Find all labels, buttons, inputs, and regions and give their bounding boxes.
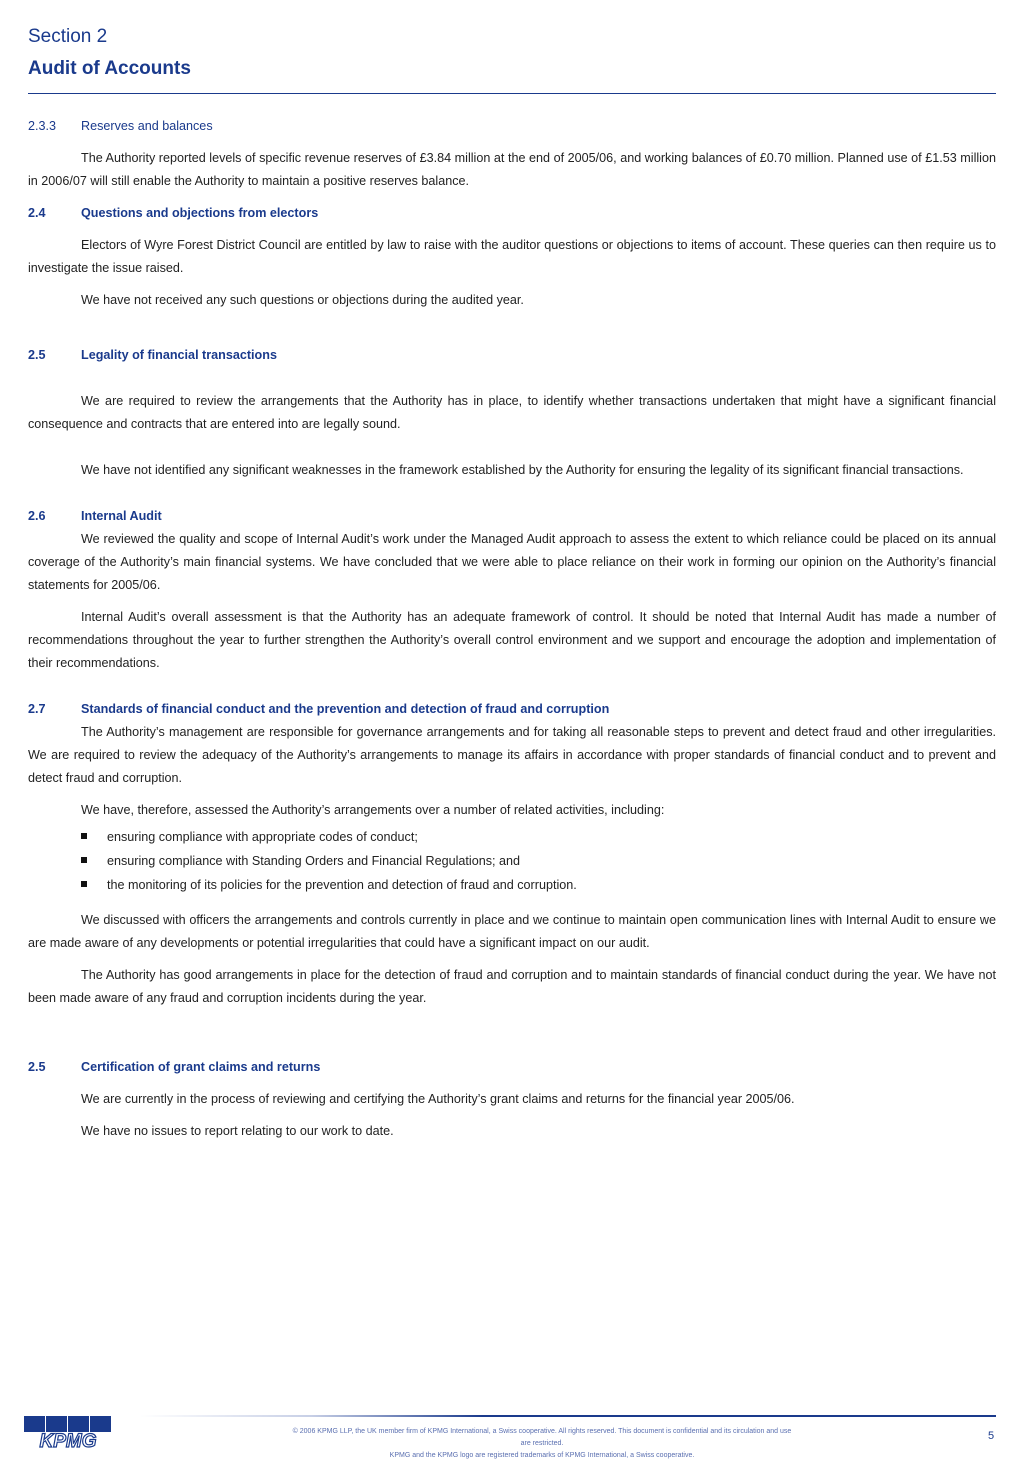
paragraph: The Authority’s management are responsible for governance arrangements and for taking all reasonable steps to prevent and detect fraud and other irregularities. We are required to review the adequacy of the Authority’s arrangements to manage its affairs in accordance with proper standards of financial conduct and to prevent and detect fraud and corruption. — [28, 725, 996, 785]
heading-2-7 — [28, 698, 996, 721]
paragraph: We have, therefore, assessed the Authority’s arrangements over a number of related activities, including: — [81, 803, 665, 817]
paragraph: The Authority has good arrangements in place for the detection of fraud and corruption and to maintain standards of financial conduct during the year. We have not been made aware of any fraud and corruption incidents during the year. — [28, 968, 996, 1005]
list-item-text: ensuring compliance with Standing Orders and Financial Regulations; and — [107, 854, 521, 868]
paragraph: We reviewed the quality and scope of Internal Audit’s work under the Managed Audit approach to assess the extent to which reliance could be placed on its annual coverage of the Authority’s main financial systems. We have concluded that we were able to place reliance on their work in forming our opinion on the Authority’s financial statements for 2005/06. — [28, 532, 996, 592]
logo-text: KPMG — [39, 1431, 97, 1450]
copyright-text-cont: are restricted. — [520, 1440, 564, 1447]
kpmg-logo — [24, 1416, 112, 1450]
list-item — [81, 828, 996, 846]
page-title: Audit of Accounts — [28, 58, 191, 79]
heading-title: Internal Audit — [81, 509, 162, 523]
heading-number: 2.3.3 — [28, 119, 57, 133]
heading-2-6 — [28, 505, 996, 528]
list-item-text: ensuring compliance with appropriate codes of conduct; — [107, 830, 418, 844]
heading-2-5 — [28, 344, 996, 367]
heading-2-3-3 — [28, 115, 996, 138]
paragraph: Electors of Wyre Forest District Council are entitled by law to raise with the auditor questions or objections to items of account. These queries can then require us to investigate the issue raised. — [28, 238, 996, 275]
paragraph: We have not identified any significant weaknesses in the framework established by the Authority for ensuring the legality of its significant financial transactions. — [81, 463, 964, 477]
heading-2-4 — [28, 202, 996, 225]
list-item — [81, 876, 996, 894]
bullet-square-icon — [81, 833, 87, 839]
page-number: 5 — [988, 1430, 995, 1442]
heading-2-5-certification — [28, 1056, 996, 1079]
section-label: Section 2 — [28, 26, 108, 47]
footer-divider — [140, 1415, 996, 1417]
bullet-list — [28, 828, 996, 894]
heading-number: 2.5 — [28, 348, 46, 362]
heading-title: Certification of grant claims and returns — [81, 1060, 321, 1074]
heading-number: 2.4 — [28, 206, 46, 220]
heading-title: Questions and objections from electors — [81, 206, 319, 220]
paragraph: We are required to review the arrangements that the Authority has in place, to identify whether transactions undertaken that might have a significant financial consequence and contracts that are entered into are legally sound. — [28, 394, 996, 431]
copyright-text: © 2006 KPMG LLP, the UK member firm of KPMG International, a Swiss cooperative. All rights reserved. This document is confidential and its circulation and use — [292, 1428, 792, 1435]
trademark-text: KPMG and the KPMG logo are registered trademarks of KPMG International, a Swiss cooperative. — [389, 1452, 695, 1459]
main-content — [28, 115, 996, 1143]
list-item — [81, 852, 996, 870]
paragraph: We are currently in the process of reviewing and certifying the Authority’s grant claims and returns for the financial year 2005/06. — [81, 1092, 795, 1106]
footer-legal — [250, 1426, 834, 1462]
heading-title: Legality of financial transactions — [81, 348, 277, 362]
paragraph: We discussed with officers the arrangements and controls currently in place and we continue to maintain open communication lines with Internal Audit to ensure we are made aware of any developments or potential irregularities that could have a significant impact on our audit. — [28, 913, 996, 950]
bullet-square-icon — [81, 881, 87, 887]
heading-number: 2.5 — [28, 1060, 46, 1074]
heading-title: Reserves and balances — [81, 119, 213, 133]
heading-title: Standards of financial conduct and the prevention and detection of fraud and corruption — [81, 702, 610, 716]
heading-number: 2.6 — [28, 509, 46, 523]
paragraph: The Authority reported levels of specific revenue reserves of £3.84 million at the end of 2005/06, and working balances of £0.70 million. Planned use of £1.53 million in 2006/07 will still enable the Authority to maintain a positive reserves balance. — [28, 151, 996, 188]
bullet-square-icon — [81, 857, 87, 863]
heading-number: 2.7 — [28, 702, 46, 716]
list-item-text: the monitoring of its policies for the prevention and detection of fraud and corruption. — [107, 878, 577, 892]
paragraph: Internal Audit’s overall assessment is that the Authority has an adequate framework of control. It should be noted that Internal Audit has made a number of recommendations throughout the year to further strengthen the Authority’s overall control environment and we support and encourage the adoption and implementation of their recommendations. — [28, 610, 996, 670]
header-divider — [28, 93, 996, 94]
paragraph: We have not received any such questions or objections during the audited year. — [81, 293, 524, 307]
paragraph: We have no issues to report relating to our work to date. — [81, 1124, 394, 1138]
